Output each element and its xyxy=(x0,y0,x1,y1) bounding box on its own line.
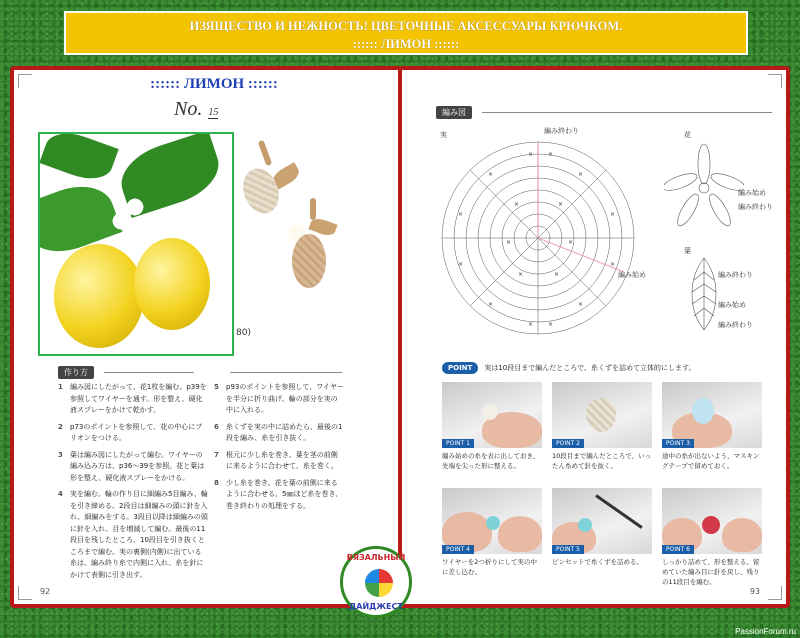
svg-text:×: × xyxy=(506,239,512,246)
watermark: PassionForum.ru xyxy=(735,627,796,636)
crochet-stem xyxy=(310,198,316,220)
number-prefix: No. xyxy=(174,98,203,120)
svg-text:×: × xyxy=(558,201,564,208)
yarn-shape xyxy=(702,516,720,534)
point-step xyxy=(552,382,652,471)
fruit-label: 実 xyxy=(440,131,447,139)
crochet-stem xyxy=(258,140,273,166)
svg-text:×: × xyxy=(458,211,464,218)
tweezers-shape xyxy=(595,494,643,529)
yarn-shape xyxy=(486,516,500,530)
point-label: POINT 5 xyxy=(552,545,584,554)
leaf-shape xyxy=(39,132,118,187)
yarn-ball-icon xyxy=(365,569,393,597)
step-number: 4 xyxy=(58,490,63,498)
step-item xyxy=(58,422,208,445)
corner-ornament xyxy=(768,586,782,600)
step-text: 編み図にしたがって、花1枚を編む。p39を参照してワイヤーを通す。形を整え、硬化液スプレーをかけて乾かす。 xyxy=(70,383,207,414)
divider xyxy=(104,372,194,373)
left-page xyxy=(14,70,398,604)
point-label: POINT 3 xyxy=(662,439,694,448)
fruit-crochet-chart xyxy=(428,126,664,340)
leaf-start-label: 編み始め xyxy=(718,301,746,309)
step-number: 6 xyxy=(214,422,219,431)
step-text: 根元に少し糸を巻き、葉を茎の前側に来るように合わせて、糸を巻く。 xyxy=(226,450,338,470)
chart-section-label: 編み図 xyxy=(436,106,472,119)
svg-text:×: × xyxy=(578,171,584,178)
blossom-shape xyxy=(122,194,148,220)
flower-crochet-chart xyxy=(664,142,744,232)
point-step xyxy=(442,382,542,471)
point-caption: 10段目まで編んだところで、いったん糸めて針を抜く。 xyxy=(552,452,652,470)
svg-text:×: × xyxy=(488,301,494,308)
badge-bottom-text: ДАЙДЖЕСТ xyxy=(349,602,403,611)
svg-text:×: × xyxy=(488,171,494,178)
yarn-shape xyxy=(692,398,714,424)
point-header xyxy=(442,362,695,374)
banner-line-1: ИЗЯЩЕСТВО И НЕЖНОСТЬ! ЦВЕТОЧНЫЕ АКСЕССУАРЫ КРЮЧКОМ. xyxy=(189,19,623,33)
point-step xyxy=(662,382,762,471)
point-photo xyxy=(552,382,652,448)
step-number: 3 xyxy=(58,450,63,459)
point-step xyxy=(552,488,652,567)
instructions-label: 作り方 xyxy=(58,366,94,379)
leaf-label: 葉 xyxy=(684,247,691,255)
step-number: 7 xyxy=(214,450,219,459)
svg-text:×: × xyxy=(568,239,574,246)
step-item xyxy=(214,382,344,417)
flower-finish-label: 編み終わり xyxy=(738,203,773,211)
step-number: 8 xyxy=(214,478,219,487)
badge-top-text: ВЯЗАЛЬНЫЙ xyxy=(346,553,406,562)
point-pill: POINT xyxy=(442,362,478,374)
point-photo xyxy=(442,488,542,554)
svg-text:×: × xyxy=(548,321,554,328)
point-step xyxy=(442,488,542,577)
step-number: 2 xyxy=(58,422,63,431)
point-label: POINT 1 xyxy=(442,439,474,448)
point-caption: 編み始めの糸を表に出しておき、先端を尖った形に整える。 xyxy=(442,452,540,470)
title-banner xyxy=(64,11,748,55)
pattern-number xyxy=(174,98,218,121)
step-text: 糸くずを実の中に詰めたら、最後の1段を編み、糸を引き抜く。 xyxy=(226,422,343,442)
lemon-fruit xyxy=(134,238,210,330)
right-page xyxy=(402,70,786,604)
point-photo xyxy=(552,488,652,554)
page-title: :::::: ЛИМОН :::::: xyxy=(150,76,278,92)
yarn-shape xyxy=(586,398,616,432)
steps-column-2 xyxy=(214,382,344,517)
corner-ornament xyxy=(18,586,32,600)
leaf-finish-label: 編み終わり xyxy=(718,271,753,279)
lemon-photo xyxy=(38,132,234,356)
svg-text:×: × xyxy=(610,211,616,218)
step-item xyxy=(214,422,344,445)
banner-line-2: :::::: ЛИМОН :::::: xyxy=(352,37,460,51)
page-number: 92 xyxy=(40,587,51,596)
svg-text:×: × xyxy=(518,271,524,278)
corner-ornament xyxy=(768,74,782,88)
step-item xyxy=(58,489,208,581)
yarn-shape xyxy=(578,518,592,532)
point-label: POINT 4 xyxy=(442,545,474,554)
fruit-finish-label: 編み終わり xyxy=(544,127,579,135)
book-spread xyxy=(10,66,790,611)
step-item xyxy=(58,382,208,417)
svg-text:×: × xyxy=(514,201,520,208)
point-label: POINT 6 xyxy=(662,545,694,554)
corner-ornament xyxy=(18,74,32,88)
step-text: p73のポイントを参照して、花の中心にブリオンをつける。 xyxy=(70,422,203,442)
point-caption: 途中の糸が出ないよう、マスキングテープで留めておく。 xyxy=(662,452,760,470)
step-text: 実を編む。輪の作り目に細編み5目編み、輪を引き締める。2段目は細編みの頭に針を入れ、細編みをする。3段目以降は細編みの頭に針を入れ、目を増減して編む。最後の11段目を残したところ、10段目を引き抜くところまで編む。実の裏側(内側)に出ている糸は、編み終り糸で内側に入れ、糸を針にかけて表側に引き出す。 xyxy=(70,490,208,579)
point-caption: ピンセットで糸くずを詰める。 xyxy=(552,558,643,566)
steps-column-1 xyxy=(58,382,208,586)
yarn-shape xyxy=(482,404,498,420)
step-text: 少し糸を巻き、花を葉の前側に来るように合わせる。5㎜ほど糸を巻き、巻き終わりの処理をする。 xyxy=(226,478,343,510)
digest-badge-logo xyxy=(340,546,412,618)
materials-fragment: 80) xyxy=(236,328,251,338)
svg-text:×: × xyxy=(458,261,464,268)
point-caption: ワイヤーを2つ折りにして実の中に差し込む。 xyxy=(442,558,537,576)
step-text: 葉は編み図にしたがって編む。ワイヤーの編み込み方は、p36〜39を参照。花と葉は形を整え、硬化液スプレーをかける。 xyxy=(70,450,205,482)
step-number: 1 xyxy=(58,383,63,391)
flower-start-label: 編み始め xyxy=(738,189,766,197)
point-photo xyxy=(662,488,762,554)
flower-label: 花 xyxy=(684,131,691,139)
point-photo xyxy=(442,382,542,448)
svg-text:×: × xyxy=(548,151,554,158)
step-item xyxy=(58,450,208,485)
number-value: 15 xyxy=(208,107,219,118)
step-text: p93のポイントを参照して、ワイヤーを半分に折り曲げ、輪の部分を実の中に入れる。 xyxy=(226,383,345,414)
leaf-end-label: 編み終わり xyxy=(718,321,753,329)
svg-text:×: × xyxy=(528,151,534,158)
crochet-lemon xyxy=(292,234,326,288)
svg-text:×: × xyxy=(528,321,534,328)
step-item xyxy=(214,478,344,513)
point-description: 実は10段目まで編んだところで、糸くずを詰めて立体的にします。 xyxy=(484,364,696,372)
point-step xyxy=(662,488,762,587)
finger-shape xyxy=(498,516,542,552)
svg-text:×: × xyxy=(554,271,560,278)
point-label: POINT 2 xyxy=(552,439,584,448)
divider xyxy=(230,372,342,373)
divider xyxy=(482,112,772,113)
page-number: 93 xyxy=(749,587,760,596)
point-caption: しっかり詰めて、形を整える。留めていた編み目に針を戻し、残りの11段目を編む。 xyxy=(662,558,760,586)
step-item xyxy=(214,450,344,473)
svg-text:×: × xyxy=(578,301,584,308)
lemon-fruit xyxy=(54,244,144,348)
fruit-start-label: 編み始め xyxy=(618,271,646,279)
point-photo xyxy=(662,382,762,448)
step-number: 5 xyxy=(214,383,219,391)
finger-shape xyxy=(722,518,762,552)
svg-text:×: × xyxy=(610,261,616,268)
